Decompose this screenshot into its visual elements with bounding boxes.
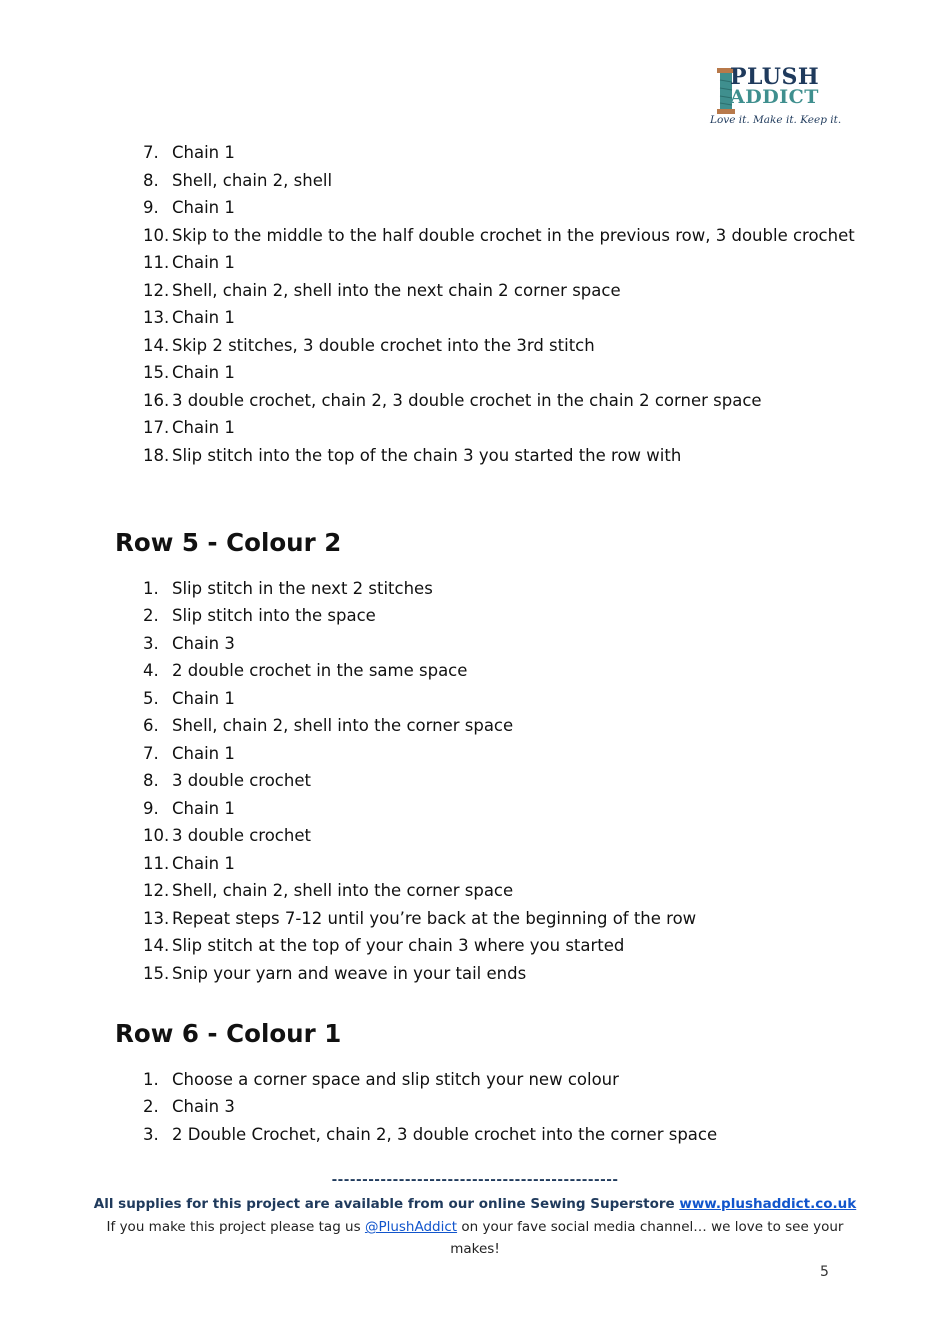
list-item-text: Slip stitch in the next 2 stitches: [172, 579, 433, 598]
footer-tag-before: If you make this project please tag us: [106, 1219, 365, 1235]
section-heading-row-6: Row 6 - Colour 1: [115, 1019, 342, 1048]
list-item-number: 14.: [143, 336, 170, 355]
list-item-number: 1.: [143, 1070, 159, 1089]
list-item-text: Shell, chain 2, shell into the next chain 2 corner space: [172, 281, 621, 300]
list-item-text: Skip to the middle to the half double crochet in the previous row, 3 double crochet: [172, 226, 855, 245]
logo-plush-text: PLUSH: [730, 64, 820, 90]
list-item-number: 2.: [143, 1097, 159, 1116]
list-item-number: 11.: [143, 854, 170, 873]
list-item-text: 2 double crochet in the same space: [172, 661, 468, 680]
list-item-number: 7.: [143, 143, 159, 162]
list-item-text: Slip stitch into the top of the chain 3 you started the row with: [172, 446, 682, 465]
list-item-number: 14.: [143, 936, 170, 955]
list-item-number: 7.: [143, 744, 159, 763]
list-item-text: Choose a corner space and slip stitch your new colour: [172, 1070, 619, 1089]
list-item-text: Chain 1: [172, 198, 235, 217]
list-item-number: 8.: [143, 771, 159, 790]
list-item-number: 9.: [143, 799, 159, 818]
list-item-number: 13.: [143, 909, 170, 928]
section-heading-row-5: Row 5 - Colour 2: [115, 528, 342, 557]
list-item-text: Snip your yarn and weave in your tail ends: [172, 964, 527, 983]
list-item-text: Chain 1: [172, 744, 235, 763]
footer-divider: -----------------------------------------------: [331, 1172, 619, 1188]
list-item-number: 4.: [143, 661, 159, 680]
list-item-number: 3.: [143, 1125, 159, 1144]
list-item-number: 11.: [143, 253, 170, 272]
footer-tag-line-2: makes!: [450, 1241, 500, 1257]
footer-tag-after: on your fave social media channel… we love to see your: [457, 1219, 844, 1235]
footer-tag-line: [0, 1219, 950, 1235]
list-item-text: Chain 1: [172, 854, 235, 873]
page-number: 5: [820, 1264, 829, 1280]
list-item-number: 15.: [143, 363, 170, 382]
list-item-text: 3 double crochet, chain 2, 3 double crochet in the chain 2 corner space: [172, 391, 762, 410]
list-item-number: 12.: [143, 881, 170, 900]
list-item-number: 3.: [143, 634, 159, 653]
list-item-text: Slip stitch into the space: [172, 606, 376, 625]
list-item-number: 1.: [143, 579, 159, 598]
list-item-number: 6.: [143, 716, 159, 735]
list-item-text: 3 double crochet: [172, 771, 311, 790]
list-item-text: Slip stitch at the top of your chain 3 where you started: [172, 936, 625, 955]
list-item-text: Chain 3: [172, 634, 235, 653]
list-item-text: Shell, chain 2, shell into the corner space: [172, 716, 514, 735]
list-item-text: Shell, chain 2, shell: [172, 171, 333, 190]
footer-supplies-line: [0, 1196, 950, 1212]
list-item-text: Shell, chain 2, shell into the corner space: [172, 881, 514, 900]
plush-addict-logo: [710, 62, 842, 132]
list-item-number: 17.: [143, 418, 170, 437]
list-item-number: 5.: [143, 689, 159, 708]
list-item-text: Chain 1: [172, 308, 235, 327]
list-item-number: 2.: [143, 606, 159, 625]
list-item-text: Chain 1: [172, 689, 235, 708]
list-item-number: 9.: [143, 198, 159, 217]
website-link[interactable]: www.plushaddict.co.uk: [679, 1196, 857, 1212]
list-item-text: Repeat steps 7-12 until you’re back at the beginning of the row: [172, 909, 697, 928]
list-item-text: Chain 1: [172, 418, 235, 437]
list-item-number: 15.: [143, 964, 170, 983]
list-item-text: Skip 2 stitches, 3 double crochet into the 3rd stitch: [172, 336, 595, 355]
list-item-text: Chain 1: [172, 143, 235, 162]
list-item-number: 10.: [143, 826, 170, 845]
list-item-text: Chain 3: [172, 1097, 235, 1116]
list-item-text: Chain 1: [172, 363, 235, 382]
list-item-number: 16.: [143, 391, 170, 410]
list-item-text: Chain 1: [172, 253, 235, 272]
list-item-number: 13.: [143, 308, 170, 327]
instagram-handle-link[interactable]: @PlushAddict: [364, 1219, 458, 1235]
list-item-text: 2 Double Crochet, chain 2, 3 double crochet into the corner space: [172, 1125, 718, 1144]
list-item-text: Chain 1: [172, 799, 235, 818]
list-item-number: 8.: [143, 171, 159, 190]
list-item-number: 18.: [143, 446, 170, 465]
list-item-text: 3 double crochet: [172, 826, 311, 845]
logo-tagline: Love it. Make it. Keep it.: [710, 114, 842, 126]
list-item-number: 10.: [143, 226, 170, 245]
footer-supplies-text: All supplies for this project are available from our online Sewing Superstore: [93, 1196, 680, 1212]
list-item-number: 12.: [143, 281, 170, 300]
logo-addict-text: ADDICT: [730, 86, 819, 108]
